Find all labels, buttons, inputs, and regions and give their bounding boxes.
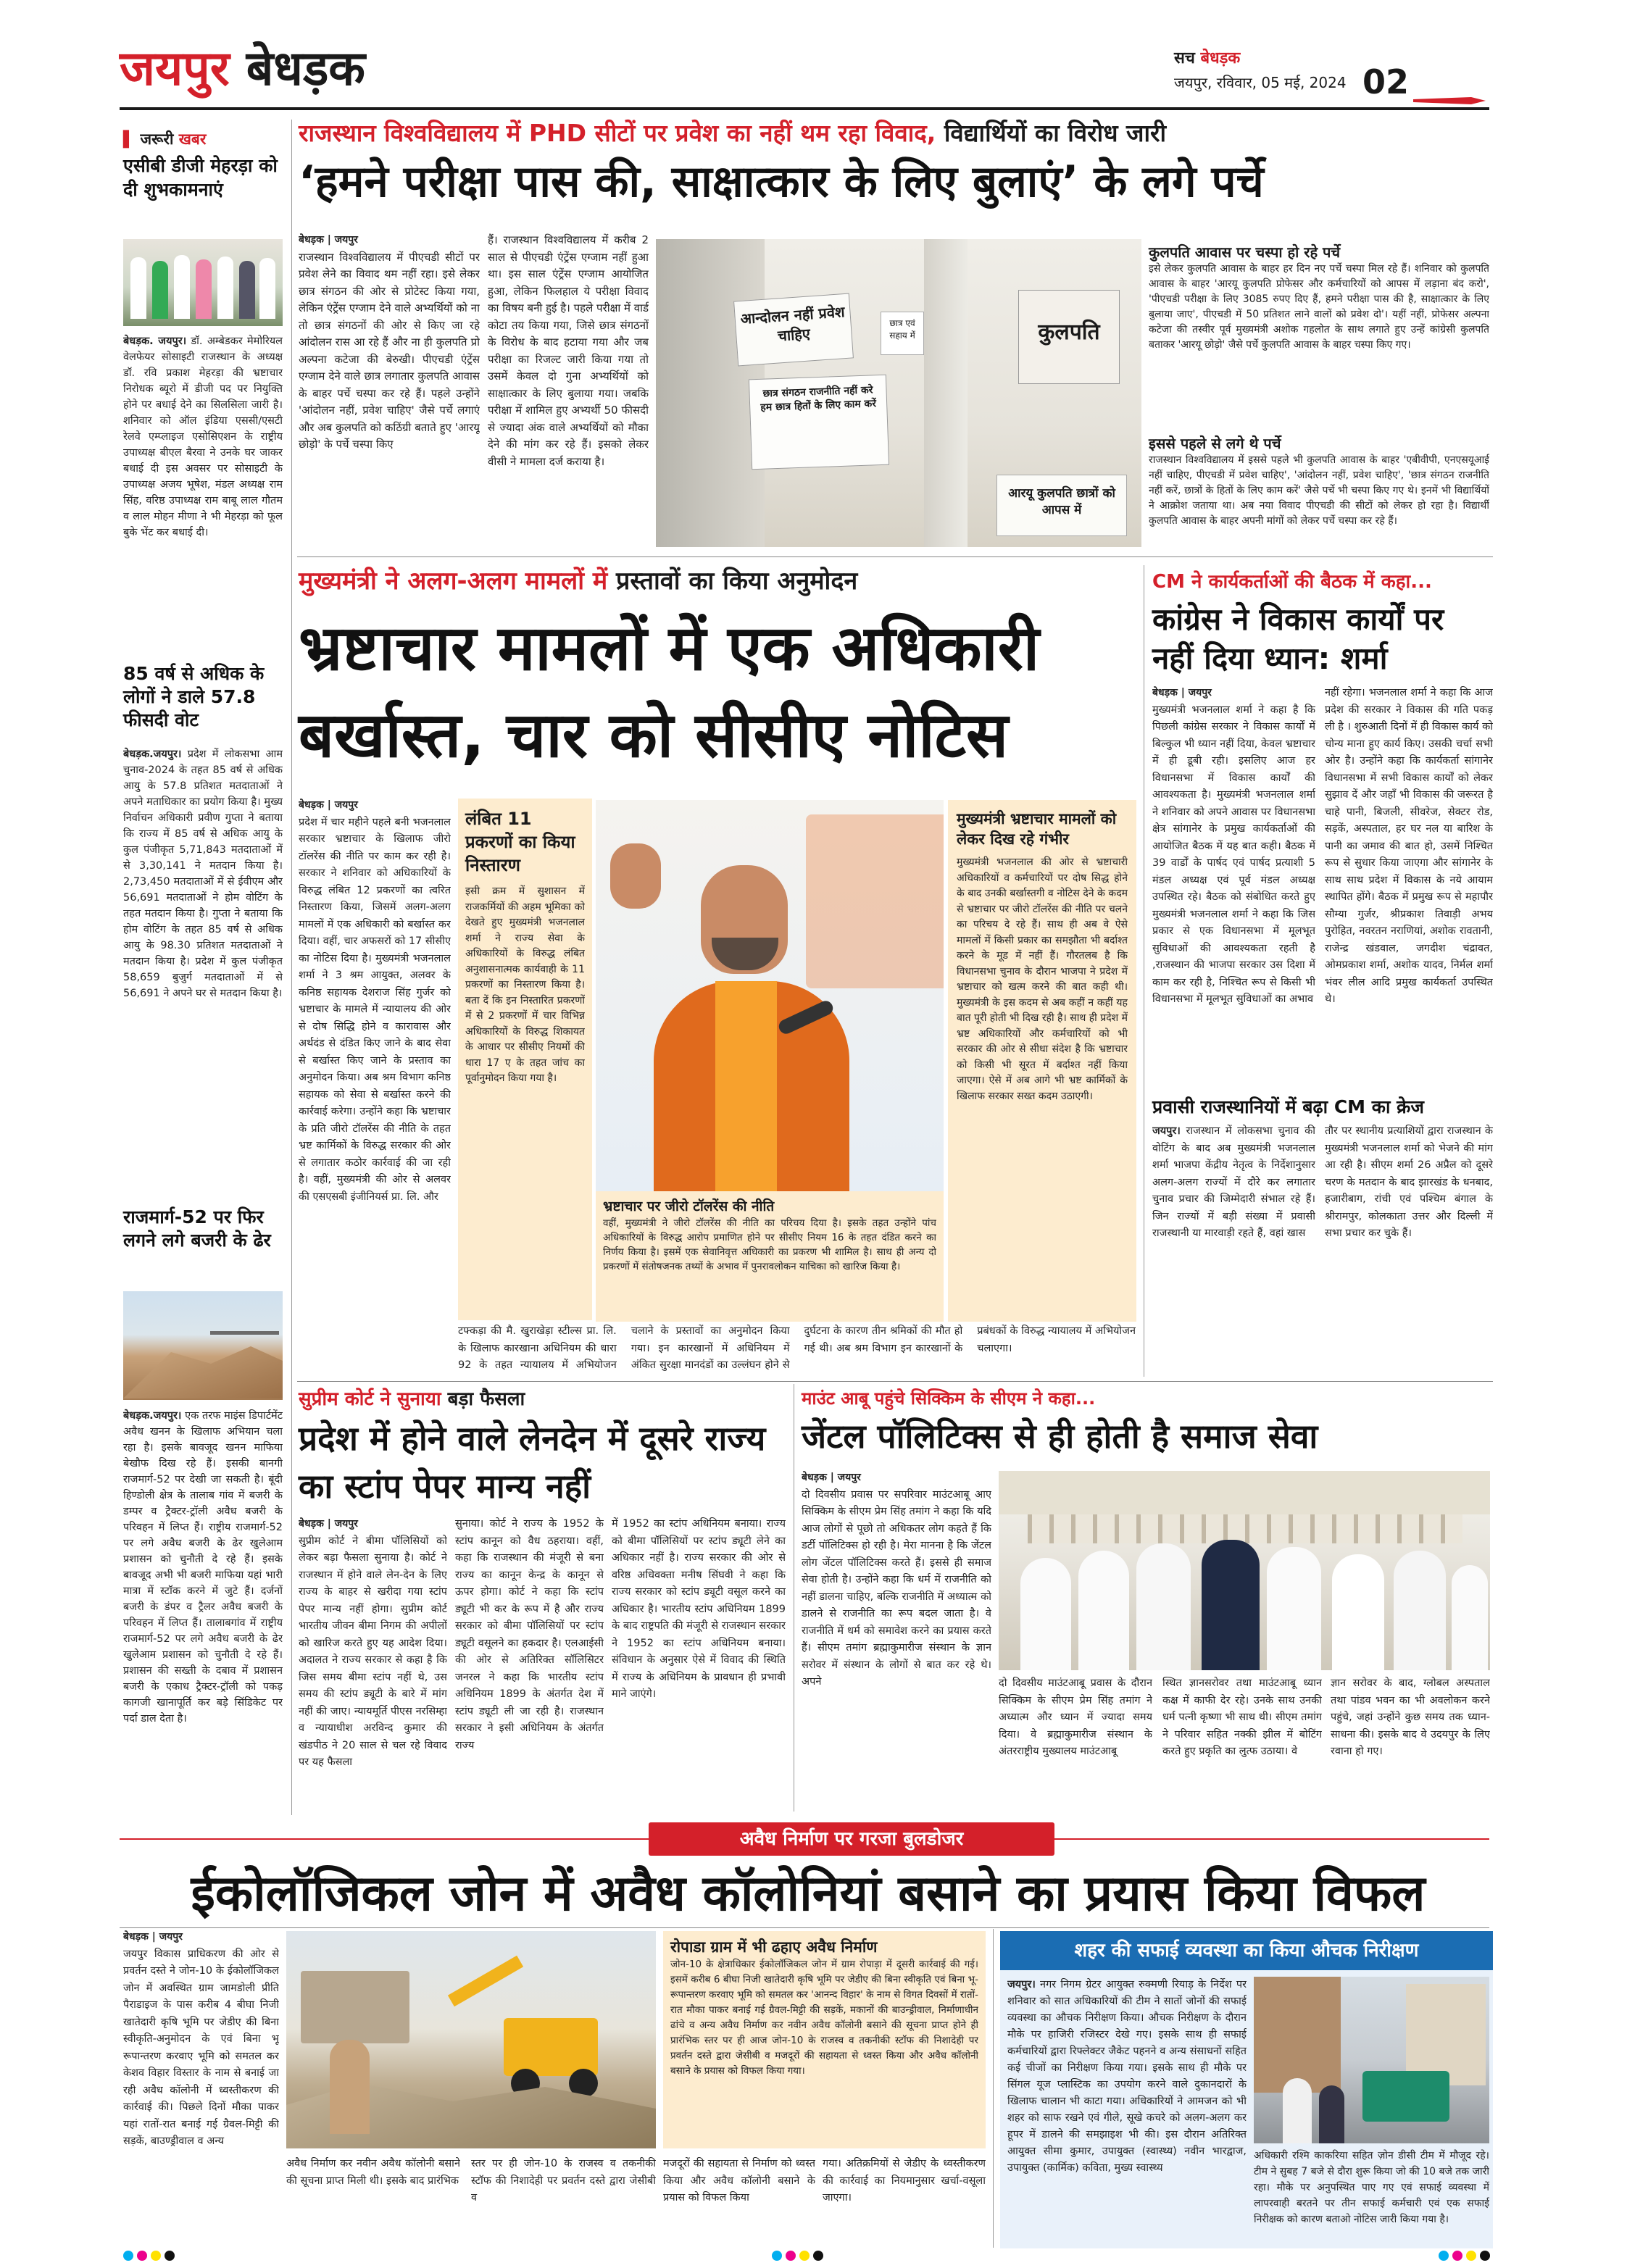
story6-b2: स्तर पर ही जोन-10 के राजस्व व तकनीकी स्टॉफ की निशादेही पर प्रवर्तन दस्ते द्वारा जेसीबी व — [471, 2158, 656, 2204]
story2-headline-l1: भ्रष्टाचार मामलों में एक अधिकारी — [299, 612, 1040, 685]
story3-col2: नहीं रहेगा। भजनलाल शर्मा ने कहा कि आज प्रदेश की सरकार ने विकास की गति पकड़ ली है । शुरुआती दिनों में ही विकास कार्य को चोन्य माना हुए कार्य किए। उसकी चर्चा सभी ओर है। उन्होंने कहा कि कार्यकर्ता सांगानेर विधानसभा में सभी विकास कार्यों को लेकर सुझाव दें और जहाँ भी विकास की जरूरत है चाहे पानी, बिजली, सीवरेज, सेक्टर रोड, सड़कें, अस्पताल, हर घर नल या बारिश के पानी का जमाव की बात हो, उसमें निश्चित रूप से सुधार किया जाएगा और सांगानेर के साथ साथ प्रदेश में विकास के नये आयाम स्थापित होंगे। बैठक में प्रमुख रूप से महापौर सौम्या गुर्जर, श्रीप्रकाश तिवाड़ी अभय पुरोहित, नवरतन नराणियां, अशोक रावतानी, राजेन्द्र खंडवाल, जगदीश चंद्रावत, ओमप्रकाश शर्मा, अशोक यादव, निर्मल शर्मा भंवर लील आदि प्रमुख कार्यकर्ता उपस्थित थे। — [1325, 687, 1493, 1005]
story1-bottom-rule — [297, 556, 1493, 557]
brief-photo-1 — [123, 239, 283, 326]
story1-side2-title: इससे पहले से लगे थे पर्चे — [1149, 435, 1281, 452]
story1-kicker-black: विद्यार्थियों का विरोध जारी — [944, 119, 1167, 147]
brief-headline-3: राजमार्ग-52 पर फिर लगने लगे बजरी के ढेर — [123, 1206, 271, 1251]
cmyk-magenta-dot — [137, 2251, 147, 2261]
story7-body: जयपुर। नगर निगम ग्रेटर आयुक्त रुक्मणी रियाड़ के निर्देश पर शनिवार को सात अधिकारियों की टीम ने सातों जोनों की सफाई व्यवस्था का औचक निरीक्षण किया। औचक निरीक्षण के दौरान मौके पर हाजिरी रजिस्टर देखे गए। इसके साथ ही सफाई कर्मचारियों द्वारा रिफ्लेक्टर जैकेट पहनने व अन्य संसाधनों सहित कई चीजों का निरीक्षण किया गया। इसके साथ ही मौके पर सिंगल यूज प्लास्टिक का उपयोग करने वाले दुकानदारों के खिलाफ चालान भी काटा गया। अधिकारियों ने आमजन को भी शहर को साफ रखने एवं गीले, सूखे कचरे को अलग-अलग कर हूपर में डालने की समझाइश भी की। इस दौरान अतिरिक्त आयुक्त सीमा कुमार, उपायुक्त (स्वास्थ्य) नवीन भारद्वाज, उपायुक्त (कार्मिक) कविता, मुख्य स्वास्थ्य — [1007, 1979, 1247, 2174]
story4-kicker — [299, 1385, 762, 1413]
cmyk-black-dot — [165, 2251, 175, 2261]
poster-5: आरयू कुलपति छात्रों को आपस में — [996, 475, 1127, 536]
story2-kicker-red: मुख्यमंत्री ने अलग-अलग मामलों में — [299, 567, 608, 596]
story1-side-box — [1149, 243, 1489, 547]
story3-sub-col1: जयपुर। राजस्थान में लोकसभा चुनाव की वोटिंग के बाद अब मुख्यमंत्री भजनलाल शर्मा भाजपा केंद्रीय नेतृत्व के निर्देशानुसार अलग-अलग राज्यों में दौरे कर लगातार चुनाव प्रचार की जिम्मेदारी संभाल रहे हैं। जिन राज्यों में बड़ी संख्या में प्रवासी राजस्थानी या मारवाड़ी रहते हैं, वहां खास — [1152, 1125, 1315, 1239]
story5-kicker: माउंट आबू पहुंचे सिक्किम के सीएम ने कहा... — [802, 1388, 1096, 1409]
story4-col2: सुनाया। कोर्ट ने राज्य के 1952 के स्टांप कानून को वैध ठहराया। वहीं, कहा कि राजस्थान की मंजूरी से बना राज्य का कानून केन्द्र के कानून से ऊपर होगा। कोर्ट ने कहा कि स्टांप ड्यूटी भी कर के रूप में है और राज्य सरकार को बीमा पॉलिसियों पर स्टांप ड्यूटी वसूलने का हकदार है। एलआईसी की ओर से अतिरिक्त सॉलिसिटर जनरल ने कहा कि भारतीय स्टांप अधिनियम 1899 के अंतर्गत देश में स्टांप ड्यूटी ली जा रही है। राजस्थान सरकार ने इसी अधिनियम के अंतर्गत राज्य — [455, 1518, 604, 1751]
story6-box: रोपाडा ग्राम में भी ढहाए अवैध निर्माण जोन-10 के क्षेत्राधिकार ईकोलॉजिकल जोन में ग्राम रोपाड़ा में दूसरी कार्रवाई की गई। इसमें करीब 6 बीघा निजी खातेदारी कृषि भूमि पर जेडीए की बिना स्वीकृति एवं बिना भू-रूपान्तरण करवाए भूमि को समतल कर 'आनन्द विहार' के नाम से विगत दिवसों में रातों-रात मौका पाकर बनाई गई ग्रैवल-मिट्टी की सड़कें, मकानों की बाउन्ड्रीवाल, निर्माणाधीन ढांचे व अन्य अवैध निर्माण कर नवीन अवैध कॉलोनी बसाने की सूचना प्राप्त होने ही प्रारंभिक स्तर पर ही आज जोन-10 के राजस्व व तकनीकी स्टॉफ की निशादेही पर प्रवर्तन दस्ते द्वारा जेसीबी व मजदूरों की सहायता से ध्वस्त किया और अवैध कॉलोनी बसाने के प्रयास को विफल किया गया। — [663, 1931, 986, 2148]
cm-hand — [610, 843, 661, 909]
masthead-title — [120, 38, 365, 100]
story3-sub-title: प्रवासी राजस्थानियों में बढ़ा CM का क्रेज — [1152, 1096, 1424, 1117]
story2-kicker-black: प्रस्तावों का किया अनुमोदन — [616, 567, 858, 596]
story2-headline-l2: बर्खास्त, चार को सीसीए नोटिस — [299, 699, 1009, 772]
story6-b1: अवैध निर्माण कर नवीन अवैध कॉलोनी बसाने की सूचना प्राप्त मिली थी। इसके बाद प्रारंभिक — [286, 2158, 460, 2187]
brief-text-2: बेधड़क.जयपुर। प्रदेश में लोकसभा आम चुनाव-2024 के तहत 85 वर्ष से अधिक आयु के 57.8 प्रतिशत मतदाताओं ने अपने मताधिकार का प्रयोग किया है। मुख्य निर्वाचन अधिकारी प्रवीण गुप्ता ने बताया कि राज्य में 85 वर्ष से अधिक आयु के कुल पंजीकृत 5,71,843 मतदाताओं में से 3,30,141 ने मतदान किया है। 2,73,450 मतदाताओं में से ईवीएम और 56,691 मतदाताओं ने होम वोटिंग के तहत मतदान किया है। गुप्ता ने बताया कि होम वोटिंग के तहत 85 वर्ष से अधिक आयु के 98.30 प्रतिशत मतदाताओं ने मतदान किया है। प्रदेश में कुल पंजीकृत 58,659 बुजुर्ग मतदाताओं में से 56,691 ने अपने घर से मतदान किया है। — [123, 749, 283, 999]
story1-side1-title: कुलपति आवास पर चस्पा हो रहे पर्चे — [1149, 243, 1341, 261]
story6-b3: मजदूरों की सहायता से निर्माण को ध्वस्त किया और अवैध कॉलोनी बसाने के प्रयास को विफल किया — [663, 2158, 815, 2204]
brief-text-1: बेधड़क. जयपुर। डॉ. अम्बेडकर मेमोरियल वेलफेयर सोसाइटी राजस्थान के अध्यक्ष डॉ. रवि प्रकाश मेहरड़ा की भ्रष्टाचार निरोधक ब्यूरो में डीजी पद पर नियुक्ति होने पर बधाई देने का सिलसिला जारी है। शनिवार को ऑल इंडिया एससी/एसटी रेलवे एम्प्लाइज एसोसिएशन के राष्ट्रीय उपाध्यक्ष बीएल बैरवा ने उनके घर जाकर बधाई दी इस अवसर पर सोसाइटी के उपाध्यक्ष अजय भूषेश, मंडल अध्यक्ष राम सिंह, वरिष्ठ उपाध्यक्ष राम बाबू लाल गौतम व लाल मोहन मीणा ने भी मेहरड़ा को फूल बुके भेंट कर बधाई दी। — [123, 335, 283, 538]
story1-side1-body: इसे लेकर कुलपति आवास के बाहर हर दिन नए पर्चे चस्पा मिल रहे हैं। शनिवार को कुलपति आवास के बाहर 'आरयू कुलपति प्रोफेसर और कर्मचारियों को आपस में लड़ाना बंद करो', 'पीएचडी परीक्षा के लिए 3085 रुपए दिए हैं, हमने परीक्षा पास की है, साक्षात्कार के लिए बुलाया जाए', पीएचडी में 50 प्रतिशत लाने वालों को प्रवेश दो'। यहीं नहीं, प्रोफेसर अल्पना कटेजा की तस्वीर पूर्व मुख्यमंत्री अशोक गहलोत के साथ लगाते हुए उन्हें कांग्रेसी कुलपति बताकर 'आरयू छोड़ो' जैसे पर्चे कुलपति आवास के बाहर चस्पा किए गए। — [1149, 263, 1489, 351]
story2-photo-cm — [596, 800, 944, 1191]
story5-col3: स्थित ज्ञानसरोवर तथा माउंटआबू ध्यान कक्ष में काफी देर रहे। उनके साथ उनकी धर्म पत्नी कृष्णा भी साथ थी। सीएम तमांग ने परिवार सहित नक्की झील में बोटिंग करते हुए प्रकृति का लुत्फ उठाया। वे — [1162, 1677, 1322, 1757]
story1-side2-body: राजस्थान विश्वविद्यालय में इससे पहले भी कुलपति आवास के बाहर 'एबीवीपी, एनएसयूआई नहीं चाहिए, पीएचडी में प्रवेश चाहिए', 'आंदोलन नहीं, प्रवेश चाहिए', 'छात्र संगठन राजनीति नहीं करें, छात्रों के हितों के लिए काम करें' जैसे पर्चे भी चस्पा किए गए थे। इनमें भी विद्यार्थियों ने आक्रोश जताया था। अब नया विवाद पीएचडी की सीटों को लेकर हो रहा है। विद्यार्थी कुलपति आवास के बाहर अपनी मांगों को लेकर पर्चे चस्पा कर रहे हैं। — [1149, 454, 1489, 527]
brief-dot-icon: ▌ — [123, 130, 136, 148]
story2-col1: बेधड़क | जयपुर प्रदेश में चार महीने पहले बनी भजनलाल सरकार भ्रष्टाचार के खिलाफ जीरो टॉलरेंस की नीति पर काम कर रही है। सरकार ने शनिवार को अधिकारियों के विरुद्ध लंबित 12 प्रकरणों का त्वरित निस्तारण किया, जिसमें अलग-अलग मामलों में एक अधिकारी को बर्खास्त कर दिया। वहीं, चार अफसरों को 17 सीसीए का नोटिस दिया है। मुख्यमंत्री भजनलाल शर्मा ने 3 श्रम आयुक्त, अलवर के कनिष्ठ सहायक देशराज सिंह गुर्जर को भ्रष्टाचार के मामले में न्यायालय की ओर से दोष सिद्धि होने व कारावास और अर्थदंड से दंडित किए जाने के बाद सेवा से बर्खास्त किए जाने के प्रस्ताव का अनुमोदन किया। अब श्रम विभाग कनिष्ठ सहायक को सेवा से बर्खास्त करने की कार्रवाई करेगा। उन्होंने कहा कि भ्रष्टाचार के प्रति जीरो टॉलरेंस की नीति के तहत भ्रष्ट कार्मिकों के विरुद्ध सरकार की ओर से लगातार कठोर कार्रवाई की जा रही है। वहीं, मुख्यमंत्री की ओर से अलवर की एसएसबी इंजीनियर्स प्रा. लि. और — [299, 799, 451, 1203]
brief-text-3: बेधड़क.जयपुर। एक तरफ माइंस डिपार्टमेंट अवैध खनन के खिलाफ अभियान चला रहा है। इसके बावजूद खनन माफिया बेखौफ दिख रहे हैं। इसकी बानगी राजमार्ग-52 पर देखी जा सकती है। बूंदी हिण्डोली क्षेत्र के तालाब गांव में बजरी के डम्पर व ट्रैक्टर-ट्रॉली अवैध बजरी के परिवहन में लिप्त हैं। राष्ट्रीय राजमार्ग-52 पर लगे अवैध बजरी के ढेर खुलेआम प्रशासन को चुनौती दे रहे हैं। इसके बावजूद अभी भी बजरी माफिया यहां भारी मात्रा में स्टॉक करने में जुटे हैं। दर्जनों बजरी के डंपर व ट्रैलर अवैध बजरी के परिवहन में लिप्त हैं। तालाबगांव में राष्ट्रीय राजमार्ग-52 पर लगे अवैध बजरी के ढेर खुलेआम प्रशासन को चुनौती दे रहे हैं। प्रशासन की सख्ती के दबाव में प्रशासन बजरी के एकाध ट्रैक्टर-ट्रॉली को पकड़ कागजी खानापूर्ति कर बड़े सिंडिकेट पर पर्दा डाल देता है। — [123, 1410, 283, 1725]
story6-banner-label: अवैध निर्माण पर गरजा बुलडोजर — [649, 1822, 1054, 1856]
cmyk-yellow-dot — [151, 2251, 161, 2261]
brief-headline-2: 85 वर्ष से अधिक के लोगों ने डाले 57.8 फीसदी वोट — [123, 663, 265, 730]
story7-title: शहर की सफाई व्यवस्था का किया औचक निरीक्षण — [1000, 1931, 1493, 1970]
story3-sub-col2: तौर पर स्थानीय प्रत्याशियों द्वारा राजस्थान के मुख्यमंत्री भजनलाल शर्मा को भेजने की मांग आ रही है। सीएम शर्मा 26 अप्रैल को दूसरे चरण के मतदान के बाद झारखंड के धनबाद, हजारीबाग, रांची एवं पश्चिम बंगाल के श्रीरामपुर, कोलकाता उत्तर और दिल्ली में सभा प्रचार कर चुके हैं। — [1325, 1125, 1493, 1239]
cm-scarf — [715, 981, 777, 1191]
brief-divider — [291, 120, 292, 1815]
story5-photo — [999, 1471, 1490, 1670]
poster-2: कुलपति — [1018, 290, 1120, 384]
brief-label-a: जरूरी — [140, 130, 174, 148]
story4-kicker-red: सुप्रीम कोर्ट ने सुनाया — [299, 1388, 441, 1410]
brief-label — [123, 125, 283, 154]
registration-marks-left — [123, 2250, 178, 2264]
story3-col1: बेधड़क | जयपुर मुख्यमंत्री भजनलाल शर्मा ने कहा है कि पिछली कांग्रेस सरकार ने विकास कार्यों में बिल्कुल भी ध्यान नहीं दिया, केवल भ्रष्टाचार में ही डूबी रही। इसलिए आज हर विधानसभा में विकास कार्यों की आवश्यकता है। मुख्यमंत्री भजनलाल शर्मा ने शनिवार को अपने आवास पर विधानसभा क्षेत्र सांगानेर के प्रमुख कार्यकर्ताओं की आयोजित बैठक में यह बात कही। बैठक में 39 वार्डों के पार्षद एवं पार्षद प्रत्याशी 5 मंडल अध्यक्ष एवं पूर्व मंडल अध्यक्ष उपस्थित रहे। बैठक को संबोधित करते हुए मुख्यमंत्री भजनलाल शर्मा ने कहा कि जिस प्रकार से एक विधानसभा में मूलभूत सुविधाओं की आवश्यकता रहती है ,राजस्थान की भाजपा सरकार उस दिशा में काम कर रही है, निश्चित रूप से किसी भी विधानसभा में मूलभूत सुविधाओं का अभाव — [1152, 687, 1315, 1005]
story7-caption: अधिकारी रश्मि काकरिया सहित ज़ोन डीसी टीम में मौजूद रहे। टीम ने सुबह 7 बजे से दौरा शुरू किया जो की 10 बजे तक जारी रहा। मौके पर अनुपस्थित पाए गए एवं सफाई व्यवस्था में लापरवाही बरतने पर तीन सफाई कर्मचारी एवं एक सफाई निरीक्षक को कारण बताओ नोटिस जारी किया गया है। — [1254, 2150, 1489, 2225]
brief-label-b: खबर — [178, 130, 207, 148]
masthead-rule — [120, 107, 1489, 110]
story4-kicker-black: बड़ा फैसला — [447, 1388, 525, 1410]
story6-rule — [120, 1927, 1489, 1928]
poster-4: छात्र एवं सहाय में — [881, 312, 924, 355]
tagline-prefix: सच — [1174, 49, 1195, 67]
story5-col1: बेधड़क | जयपुर दो दिवसीय प्रवास पर सपरिवार माउंटआबू आए सिक्किम के सीएम प्रेम सिंह तमांग ने कहा कि यदि आज लोगों से पूछो तो अधिकतर लोग कहते हैं कि डर्टी पॉलिटिक्स हो रही है। मेरा मानना है कि जेंटल लोग जेंटल पॉलिटिक्स करते हैं। इससे ही समाज सेवा होती है। उन्होंने कहा कि धर्म में राजनीति को नहीं डालना चाहिए, बल्कि राजनीति में अध्यात्म को डालने से राजनीति का रूप बदल जाता है। वे राजनीति में धर्म को समावेश करने का प्रयास करते हैं। सीएम तमांग ब्रह्माकुमारीज संस्थान के ज्ञान सरोवर में संस्थान के लोगों से बात कर रहे थे। अपने — [802, 1472, 991, 1688]
story5-col4: ज्ञान सरोवर के बाद, ग्लोबल अस्पताल तथा पांडव भवन का भी अवलोकन करने पहुंचे, जहां उन्होंने कुछ समय तक ध्यान-साधना की। इसके बाद वे उदयपुर के लिए रवाना हो गए। — [1331, 1677, 1490, 1757]
story6-headline: ईकोलॉजिकल जोन में अवैध कॉलोनियां बसाने का प्रयास किया विफल — [191, 1865, 1426, 1922]
bulldozer-arm — [448, 1956, 523, 2007]
story4-col3: में 1952 का स्टांप अधिनियम बनाया। राज्य को बीमा पॉलिसियों पर स्टांप ड्यूटी लेने का अधिकार नहीं है। राज्य सरकार की ओर से वरिष्ठ अधिवक्ता मनीष सिंघवी ने कहा कि राज्य सरकार को स्टांप ड्यूटी वसूल करने का अधिकार है। भारतीय स्टांप अधिनियम 1899 के बाद राष्ट्रपति की मंजूरी से राजस्थान सरकार ने 1952 का स्टांप अधिनियम बनाया। संविधान के अनुसार ऐसे में विवाद की स्थिति में राज्य के अधिनियम के प्रावधान ही प्रभावी माने जाएंगे। — [612, 1518, 786, 1700]
story6-b4: गया। अतिक्रमियों से जेडीए के ध्वस्तीकरण की कार्रवाई का नियमानुसार खर्चा-वसूला जाएगा। — [823, 2158, 986, 2204]
masthead-pen-icon — [1413, 97, 1486, 104]
bulldozer-body — [504, 2018, 598, 2076]
garbage-truck — [1362, 2071, 1449, 2122]
story2-photo-caption: भ्रष्टाचार पर जीरो टॉलरेंस की नीति वहीं, मुख्यमंत्री ने जीरो टॉलरेंस की नीति का परिचय दिया है। इसके तहत उन्होंने पांच अधिकारियों के विरुद्ध आरोप प्रमाणित होने पर सीसीए नियम 16 के तहत दंडित करने का निर्णय किया है। इसमें एक सेवानिवृत्त अधिकारी का प्रकरण भी शामिल है। साथ ही अन्य दो प्रकरणों में संतोषजनक तथ्यों के अभाव में पुनरावलोकन याचिका को खारिज किया है। — [596, 1191, 944, 1322]
story1-col2: हैं। राजस्थान विश्वविद्यालय में करीब 2 साल से पीएचडी एंट्रेंस एग्जाम नहीं हुआ था। इस साल एंट्रेंस एग्जाम आयोजित हुआ, लेकिन फिलहाल ये परीक्षा विवाद का विषय बनी हुई है। पहले परीक्षा में वार्ड कोटा तय किया गया, जिसे छात्र संगठनों के विरोध के बाद हटाया गया और जब परीक्षा का रिजल्ट जारी किया गया तो उसमें केवल दो गुना अभ्यर्थियों को साक्षात्कार के लिए बुलाया गया। जबकि परीक्षा में शामिल हुए अभ्यर्थी 50 फीसदी से ज्यादा अंक वाले अभ्यर्थियों को मौका देने की मांग कर रहे हैं। इसको लेकर वीसी ने मामला दर्ज कराया है। — [488, 233, 649, 468]
story6-col1: बेधड़क | जयपुर जयपुर विकास प्राधिकरण की ओर से प्रवर्तन दस्ते ने जोन-10 के ईकोलॉजिकल जोन में अवस्थित ग्राम जामडोली प्रीति पैराडाइज के पास करीब 4 बीघा निजी खातेदारी कृषि भूमि पर जेडीए की बिना स्वीकृति-अनुमोदन के एवं बिना भू रूपान्तरण करवाए भूमि को समतल कर केशव विहार विस्तार के नाम से बनाई जा रही अवैध कॉलोनी में ध्वस्तीकरण की कार्रवाई की। पिछले दिनों मौका पाकर यहां रातों-रात बनाई गई ग्रैवल-मिट्टी की सड़कें, बाउण्ड्रीवाल व अन्य — [123, 1931, 279, 2147]
story6-photo — [286, 1931, 656, 2148]
masthead-title-jaipur: जयपुर — [120, 41, 230, 96]
section-rule-mid — [297, 1381, 1493, 1382]
brief-photo-3 — [123, 1291, 283, 1400]
registration-marks-right — [1439, 2250, 1494, 2264]
story1-col1: बेधड़क | जयपुर राजस्थान विश्वविद्यालय में पीएचडी सीटों पर प्रवेश लेने का विवाद थम नहीं रहा। इसे लेकर छात्र संगठन की ओर से प्रोटेस्ट किया गया, लेकिन एंट्रेंस एग्जाम देने वाले अभ्यर्थियों को ना तो छात्र संगठनों की ओर से किए जा रहे आंदोलन रास आ रहे हैं और ना ही कुलपति प्रो अल्पना कटेजा की बेरुखी। पीएचडी एंट्रेंस एग्जाम देने वाले छात्र लगातार कुलपति आवास के बाहर पर्चे चस्पा कर रहे हैं। पहले उन्होंने 'आंदोलन नहीं, प्रवेश चाहिए' जैसे पर्चे लगाएं और अब कुलपति को कठिंग्री बताते हुए 'आरयू छोड़ो' के पर्चे चस्पा किए — [299, 234, 480, 451]
story6-banner — [0, 1822, 1627, 1857]
tagline-brand: बेधड़क — [1200, 49, 1241, 67]
story2-bottom: टफ्कड़ा की मै. खुराखेड़ा स्टील्स प्रा. लि. के खिलाफ कारखाना अधिनियम की धारा 92 के तहत न्यायालय में अभियोजन चलाने के प्रस्तावों का अनुमोदन किया गया। इन कारखानों में अधिनियम में अंकित सुरक्षा मानदंडों का उल्लंघन होने से दुर्घटना के कारण तीन श्रमिकों की मौत हो गई थी। अब श्रम विभाग इन कारखानों के प्रबंधकों के विरुद्ध न्यायालय में अभियोजन चलाएगा। — [458, 1325, 1136, 1371]
story6-divider — [993, 1929, 994, 2248]
story3-headline: कांग्रेस ने विकास कार्यों पर नहीं दिया ध्यान: शर्मा — [1152, 601, 1444, 676]
story2-kicker — [299, 565, 1168, 597]
brief-headline-1: एसीबी डीजी मेहरड़ा को दी शुभकामनाएं — [123, 155, 278, 200]
story5-col2: दो दिवसीय माउंटआबू प्रवास के दौरान सिक्किम के सीएम प्रेम सिंह तमांग ने अध्यात्म और ध्यान में ज्यादा समय दिया। वे ब्रह्माकुमारीज संस्थान के अंतरराष्ट्रीय मुख्यालय माउंटआबू — [999, 1677, 1152, 1757]
cmyk-cyan-dot — [123, 2251, 133, 2261]
story4-headline: प्रदेश में होने वाले लेनदेन में दूसरे राज्य का स्टांप पेपर मान्य नहीं — [299, 1419, 766, 1506]
masthead-tagline — [1174, 46, 1240, 68]
story5-headline: जेंटल पॉलिटिक्स से ही होती है समाज सेवा — [802, 1417, 1318, 1456]
poster-3: छात्र संगठन राजनीति नहीं करे हम छात्र हितों के लिए काम करें — [749, 375, 889, 470]
story1-kicker — [299, 117, 1494, 149]
story1-photo — [656, 239, 1141, 547]
official-figure — [330, 2040, 370, 2134]
story7-photo — [1254, 1977, 1489, 2143]
story1-headline: ‘हमने परीक्षा पास की, साक्षात्कार के लिए बुलाएं’ के लगे पर्चे — [299, 157, 1264, 207]
masthead-title-bedhadak: बेधड़क — [246, 41, 365, 96]
story2-box-left: लंबित 11 प्रकरणों का किया निस्तारण इसी क्रम में सुशासन में राजकर्मियों की अहम भूमिका को देखते हुए मुख्यमंत्री भजनलाल शर्मा ने राज्य सेवा के अधिकारियों के विरुद्ध लंबित अनुशासनात्मक कार्यवाही के 11 प्रकरणों का निस्तारण किया है। बता दें कि इन निस्तारित प्रकरणों में से 2 प्रकरणों में चार विभिन्न अधिकारियों के विरुद्ध शिकायत के आधार पर सीसीए नियमों की धारा 17 ए के तहत जांच का पूर्वानुमोदन किया गया है। — [458, 799, 592, 1320]
story4-col1: बेधड़क | जयपुर सुप्रीम कोर्ट ने बीमा पॉलिसियों को लेकर बड़ा फैसला सुनाया है। कोर्ट ने राजस्थान में होने वाले लेन-देन के लिए राज्य के बाहर से खरीदा गया स्टांप पेपर मान्य नहीं होगा। सुप्रीम कोर्ट भारतीय जीवन बीमा निगम की अपीलों को खारिज करते हुए यह आदेश दिया। अदालत ने राज्य सरकार से कहा है कि जिस समय बीमा स्टांप नहीं थे, उस समय की स्टांप ड्यूटी के बारे में मांग नहीं की जाए। न्यायमूर्ति पीएस नरसिम्हा व न्यायाधीश अरविन्द कुमार की खंडपीठ ने 20 साल से चल रहे विवाद पर यह फैसला — [299, 1518, 447, 1768]
story3-kicker: CM ने कार्यकर्ताओं की बैठक में कहा... — [1152, 571, 1432, 593]
story2-box-right: मुख्यमंत्री भ्रष्टाचार मामलों को लेकर दिख रहे गंभीर मुख्यमंत्री भजनलाल की ओर से भ्रष्टाचारी अधिकारियों व कर्मचारियों पर दोष सिद्ध होने के बाद उनकी बर्खास्तगी व नोटिस देने के कदम से भ्रष्टाचार पर जीरो टॉलरेंस की नीति पर चलने का परिचय दे रहे हैं। साथ ही अब वे ऐसे मामलों में किसी प्रकार का समझौता भी बर्दाश्त करने के मूड में नहीं हैं। गौरतलब है कि विधानसभा चुनाव के दौरान भाजपा ने प्रदेश में भ्रष्टाचार को खत्म करने की बात कही थी। मुख्यमंत्री के इस कदम से अब कहीं न कहीं यह बात पूरी होती भी दिख रही है। साथ ही प्रदेश में भ्रष्ट अधिकारियों और कर्मचारियों को भी सरकार की ओर से सीधा संदेश है कि भ्रष्टाचार को किसी भी सूरत में बर्दाश्त नहीं किया जाएगा। ऐसे में अब आगे भी भ्रष्ट कार्मिकों के खिलाफ सरकार सख्त कदम उठाएगी। — [948, 800, 1136, 1322]
dateline: जयपुर, रविवार, 05 मई, 2024 — [1174, 74, 1347, 91]
poster-1: आन्दोलन नहीं प्रवेश चाहिए — [733, 293, 854, 367]
page-number: 02 — [1362, 62, 1410, 101]
registration-marks-center — [772, 2250, 827, 2264]
story1-kicker-red: राजस्थान विश्वविद्यालय में PHD सीटों पर प्रवेश का नहीं थम रहा विवाद, — [299, 119, 936, 147]
